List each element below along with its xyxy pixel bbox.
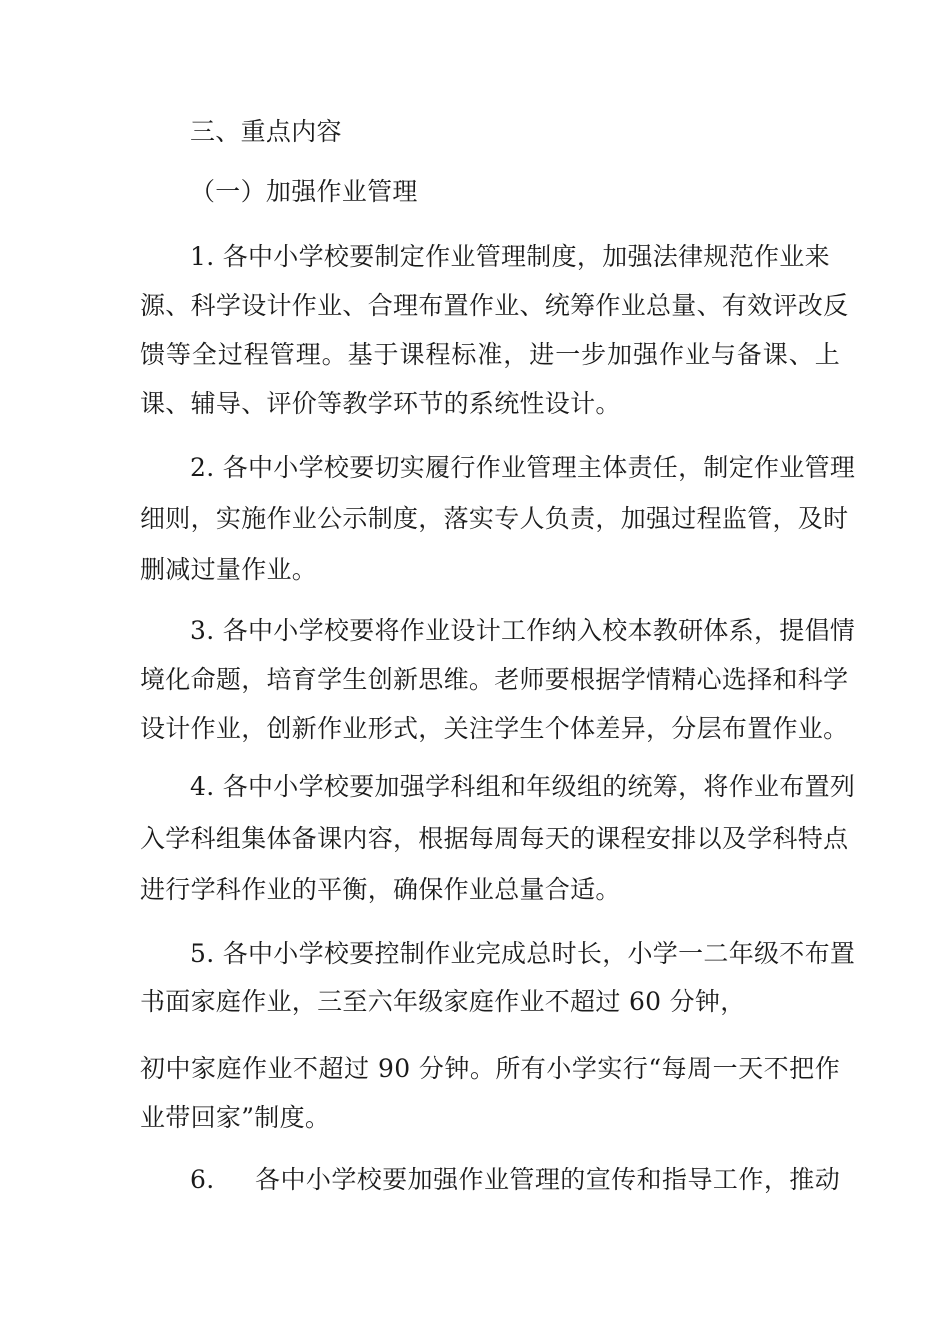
paragraph-4-line-1: 4. 各中小学校要加强学科组和年级组的统筹，将作业布置列 <box>190 772 856 801</box>
paragraph-6-number: 6. <box>190 1165 215 1194</box>
paragraph-5-line-3: 初中家庭作业不超过 90 分钟。所有小学实行“每周一天不把作 <box>140 1054 840 1083</box>
paragraph-2-line-3: 删减过量作业。 <box>140 555 318 584</box>
paragraph-4-line-3: 进行学科作业的平衡，确保作业总量合适。 <box>140 875 621 904</box>
paragraph-1-line-2: 源、科学设计作业、合理布置作业、统筹作业总量、有效评改反 <box>140 291 849 320</box>
paragraph-1-line-3: 馈等全过程管理。基于课程标准，进一步加强作业与备课、上 <box>140 340 840 369</box>
paragraph-3-line-1: 3. 各中小学校要将作业设计工作纳入校本教研体系，提倡情 <box>190 616 856 645</box>
paragraph-3-line-3: 设计作业，创新作业形式，关注学生个体差异，分层布置作业。 <box>140 714 849 743</box>
paragraph-2-line-2: 细则，实施作业公示制度，落实专人负责，加强过程监管，及时 <box>140 504 849 533</box>
paragraph-6-line-1: 各中小学校要加强作业管理的宣传和指导工作，推动 <box>255 1165 840 1194</box>
paragraph-5-line-1: 5. 各中小学校要控制作业完成总时长，小学一二年级不布置 <box>190 939 856 968</box>
paragraph-5-line-2: 书面家庭作业，三至六年级家庭作业不超过 60 分钟， <box>140 987 746 1016</box>
paragraph-2-line-1: 2. 各中小学校要切实履行作业管理主体责任，制定作业管理 <box>190 453 856 482</box>
section-heading: 三、重点内容 <box>190 117 342 146</box>
paragraph-1-line-4: 课、辅导、评价等教学环节的系统性设计。 <box>140 389 621 418</box>
subsection-heading: （一）加强作业管理 <box>190 177 418 206</box>
paragraph-3-line-2: 境化命题，培育学生创新思维。老师要根据学情精心选择和科学 <box>140 665 849 694</box>
paragraph-4-line-2: 入学科组集体备课内容，根据每周每天的课程安排以及学科特点 <box>140 824 849 853</box>
paragraph-5-line-4: 业带回家”制度。 <box>140 1103 331 1132</box>
paragraph-1-line-1: 1. 各中小学校要制定作业管理制度，加强法律规范作业来 <box>190 242 830 271</box>
